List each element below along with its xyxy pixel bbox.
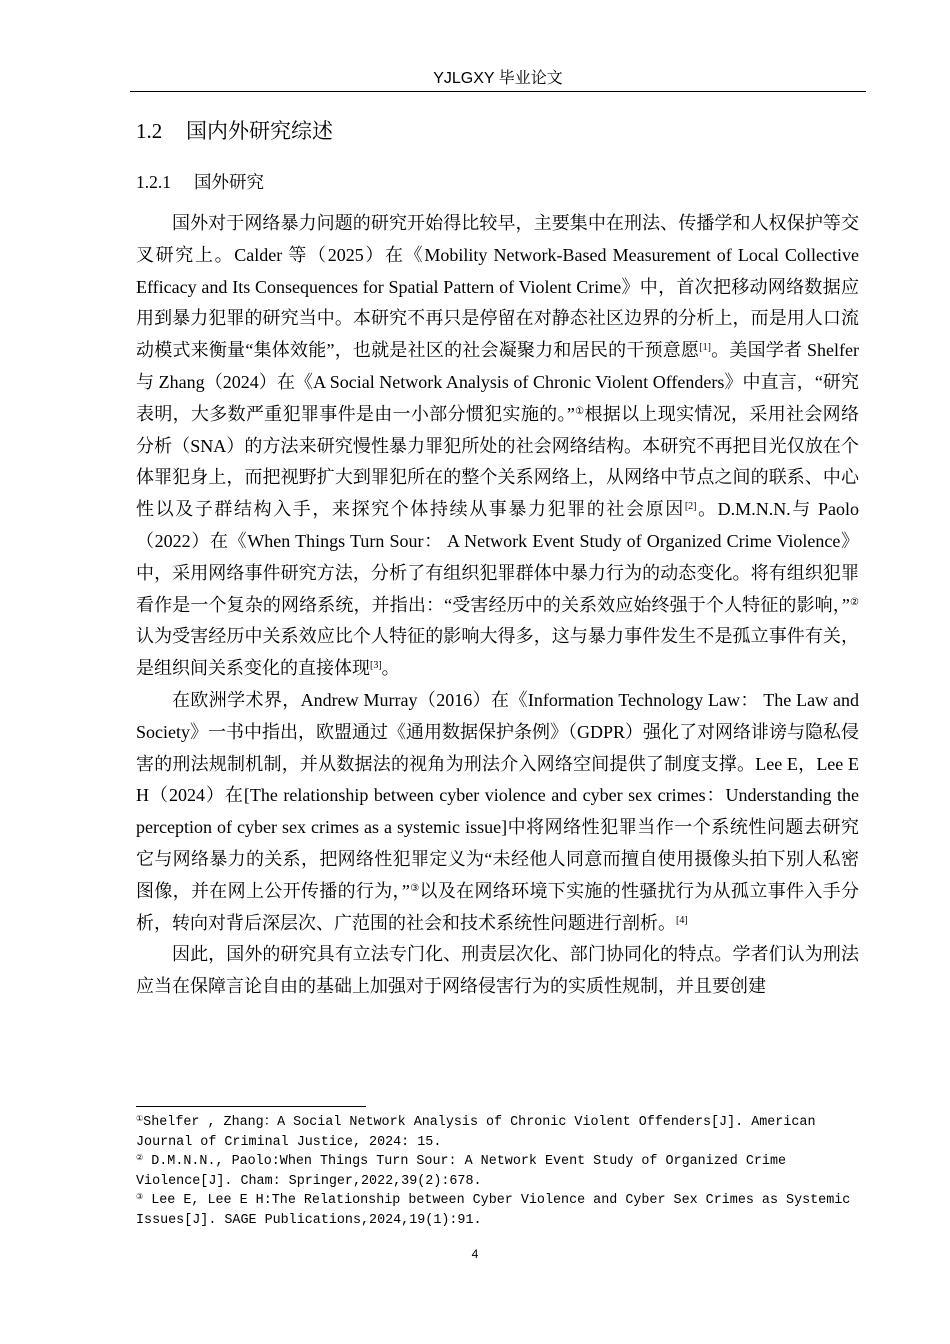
section-number: 1.2 [136, 119, 163, 143]
citation-mark: [3] [370, 660, 382, 672]
header-rule [130, 91, 866, 92]
paragraph-text: 。美国学者 Shelfer 与 Zhang（2024）在《A Social Network Analysis of Chronic Violent Offenders》中直言，“研究表明，大多数严重犯罪事件是由一小部分惯犯实施的。” [136, 340, 859, 424]
footnote [136, 1191, 860, 1230]
paragraph-text: 根据以上现实情况，采用社会网络分析（SNA）的方法来研究慢性暴力罪犯所处的社会网络结构。本研究不再把目光仅放在个体罪犯身上，而把视野扩大到罪犯所在的整个关系网络上，从网络中节点之间的联系、中心性以及子群结构入手，来探究个体持续从事暴力犯罪的社会原因 [136, 403, 859, 520]
paragraph-3 [136, 939, 859, 1003]
footnote-mark: ① [574, 405, 585, 417]
paragraph-2 [136, 685, 859, 939]
paragraph-text: 认为受害经历中关系效应比个人特征的影响大得多，这与暴力事件发生不是孤立事件有关，是组织间关系变化的直接体现 [136, 626, 859, 679]
paragraph-1 [136, 208, 859, 685]
paragraph-text: 。D.M.N.N.与 Paolo（2022）在《When Things Turn Sour： A Network Event Study of Organized Crime Violence》中，采用网络事件研究方法，分析了有组织犯罪群体中暴力行为的动态变化。将有组织犯罪看作是一个复杂的网络系统，并指出：“受害经历中的关系效应始终强于个人特征的影响，” [136, 499, 859, 615]
page-number: 4 [471, 1247, 479, 1261]
footnote-mark: ② [849, 596, 859, 608]
subsection-heading [136, 169, 264, 195]
footnotes [136, 1113, 860, 1231]
footnote [136, 1152, 860, 1191]
section-title: 国内外研究综述 [186, 119, 333, 143]
footnote-number: ③ [136, 1193, 144, 1203]
footnote-text: Shelfer , Zhang：A Social Network Analysis of Chronic Violent Offenders[J]. American Journal of Criminal Justice, 2024: 15. [136, 1115, 816, 1150]
footnote-separator [136, 1106, 366, 1107]
footnote-mark: ③ [409, 882, 420, 894]
paragraph-text: 国外对于网络暴力问题的研究开始得比较早，主要集中在刑法、传播学和人权保护等交叉研究上。Calder 等（2025）在《Mobility Network-Based Measurement of Local Collective Efficacy and Its Consequences for Spatial Pattern of Violent Crime》中，首次把移动网络数据应用到暴力犯罪的研究当中。本研究不再只是停留在对静态社区边界的分析上，而是用人口流动模式来衡量“集体效能”，也就是社区的社会凝聚力和居民的干预意愿 [136, 213, 859, 361]
footnote-text: D.M.N.N., Paolo:When Things Turn Sour: A Network Event Study of Organized Crime Violence[J]. Cham: Springer,2022,39(2):678. [136, 1154, 787, 1189]
body-text [136, 208, 859, 1003]
paragraph-text: 因此，国外的研究具有立法专门化、刑责层次化、部门协同化的特点。学者们认为刑法应当在保障言论自由的基础上加强对于网络侵害行为的实质性规制，并且要创建 [136, 944, 859, 997]
citation-mark: [1] [699, 342, 711, 354]
footnote [136, 1113, 860, 1152]
footnote-number: ② [136, 1154, 144, 1164]
citation-mark: [4] [676, 914, 688, 926]
subsection-number: 1.2.1 [136, 172, 171, 192]
citation-mark: [2] [684, 501, 697, 513]
page-header: YJLGXY 毕业论文 [433, 70, 563, 87]
footnote-text: Lee E, Lee E H:The Relationship between Cyber Violence and Cyber Sex Crimes as Systemic Issues[J]. SAGE Publications,2024,19(1):91. [136, 1193, 851, 1228]
paragraph-text: 以及在网络环境下实施的性骚扰行为从孤立事件入手分析，转向对背后深层次、广范围的社会和技术系统性问题进行剖析。 [136, 880, 859, 933]
section-heading [136, 116, 333, 146]
paragraph-text: 在欧洲学术界，Andrew Murray（2016）在《Information Technology Law： The Law and Society》一书中指出，欧盟通过《通用数据保护条例》（GDPR）强化了对网络诽谤与隐私侵害的刑法规制机制，并从数据法的视角为刑法介入网络空间提供了制度支撑。Lee E，Lee E H（2024）在[The relationship between cyber violence and cyber sex crimes：Understanding the perception of cyber sex crimes as a systemic issue]中将网络性犯罪当作一个系统性问题去研究它与网络暴力的关系，把网络性犯罪定义为“未经他人同意而擅自使用摄像头拍下别人私密图像，并在网上公开传播的行为，” [136, 689, 860, 901]
footnote-number: ① [136, 1115, 144, 1124]
paragraph-text: 。 [381, 658, 400, 679]
subsection-title: 国外研究 [194, 172, 264, 192]
